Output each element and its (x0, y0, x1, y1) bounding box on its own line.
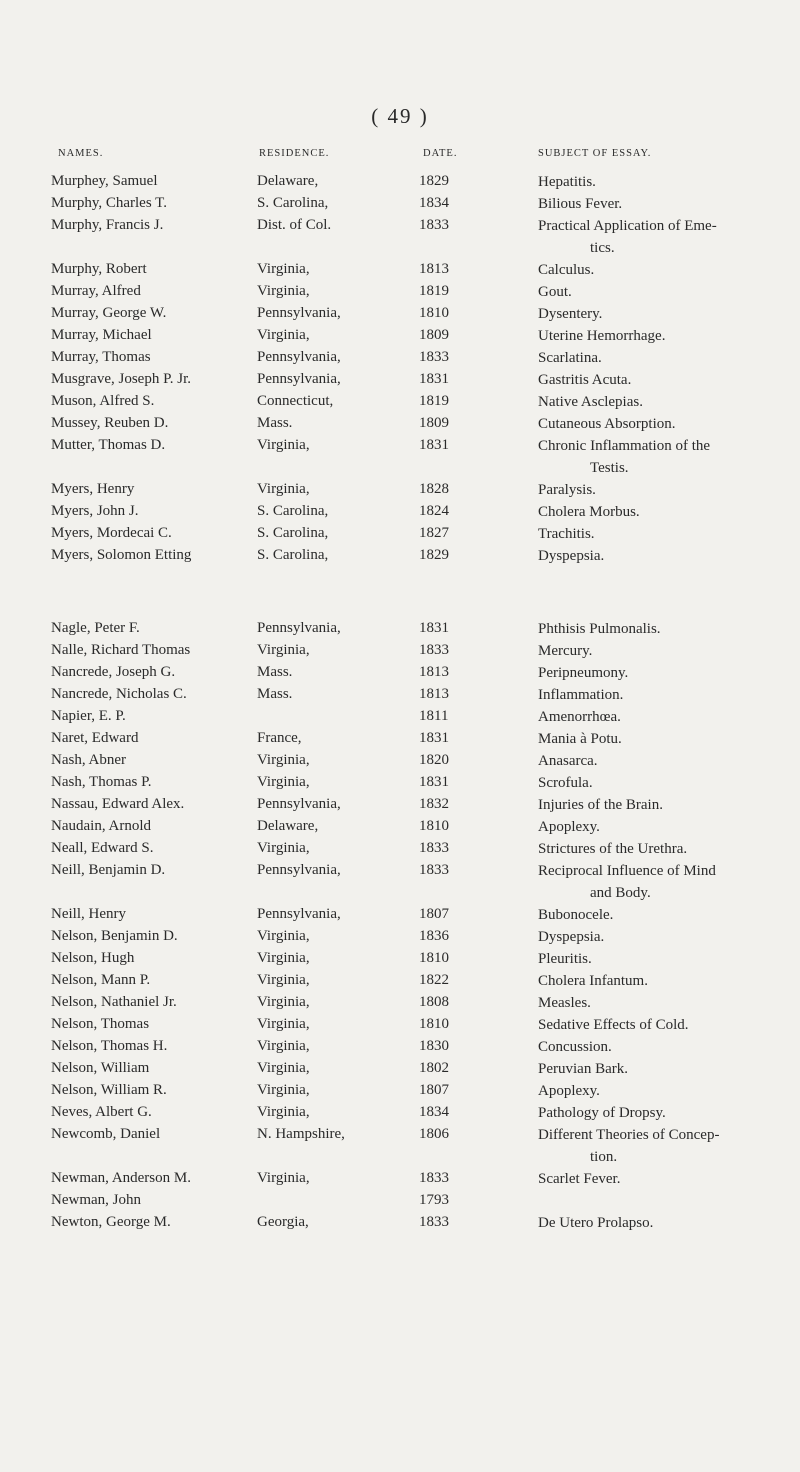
table-row (0, 501, 800, 523)
entry-subject-text: Pathology of Dropsy. (538, 1105, 666, 1121)
entry-subject-text: Chronic Inflammation of the (538, 438, 711, 454)
entry-residence: Virginia, (257, 283, 310, 299)
entry-subject (538, 413, 788, 435)
table-row (0, 1058, 800, 1080)
entry-name: Newton, George M. (51, 1214, 171, 1230)
entry-subject (538, 948, 788, 970)
entry-name: Myers, John J. (51, 503, 139, 519)
entry-date: 1809 (419, 415, 449, 431)
table-row (0, 281, 800, 303)
table-row (0, 926, 800, 948)
entry-date: 1833 (419, 1170, 449, 1186)
entry-name: Nagle, Peter F. (51, 620, 140, 636)
entry-residence: Delaware, (257, 173, 319, 189)
entry-residence: S. Carolina, (257, 195, 329, 211)
entry-subject (538, 728, 788, 750)
entry-subject-text: Concussion. (538, 1039, 612, 1055)
entry-residence: Virginia, (257, 1170, 310, 1186)
table-row (0, 545, 800, 567)
entry-residence: Georgia, (257, 1214, 309, 1230)
entry-subject-text: Peripneumony. (538, 665, 629, 681)
entry-residence: Mass. (257, 664, 293, 680)
entry-subject-text: Amenorrhœa. (538, 709, 621, 725)
table-row (0, 838, 800, 860)
entry-subject-continuation: and Body. (590, 885, 651, 901)
entry-subject (538, 684, 788, 706)
entry-subject (538, 926, 788, 948)
entry-subject (538, 1168, 788, 1190)
entry-subject-text: Dysentery. (538, 306, 603, 322)
header-residence: RESIDENCE. (259, 148, 330, 159)
entry-date: 1806 (419, 1126, 449, 1142)
entry-subject-text: Mercury. (538, 643, 593, 659)
entry-subject-text: Phthisis Pulmonalis. (538, 621, 661, 637)
entry-subject-text: Bilious Fever. (538, 196, 623, 212)
entry-subject (538, 1102, 788, 1124)
entry-subject (538, 1014, 788, 1036)
table-row (0, 1212, 800, 1234)
entry-residence: S. Carolina, (257, 503, 329, 519)
entry-residence: Virginia, (257, 327, 310, 343)
entry-date: 1810 (419, 950, 449, 966)
table-row (0, 706, 800, 728)
entry-date: 1827 (419, 525, 449, 541)
table-row (0, 816, 800, 838)
entry-date: 1813 (419, 261, 449, 277)
entry-date: 1831 (419, 730, 449, 746)
table-row (0, 662, 800, 684)
table-row (0, 684, 800, 706)
header-subject: SUBJECT OF ESSAY. (538, 148, 652, 159)
entry-name: Neall, Edward S. (51, 840, 154, 856)
entry-subject (538, 992, 788, 1014)
entry-date: 1813 (419, 686, 449, 702)
entry-subject (538, 259, 788, 281)
entry-subject-continuation: Testis. (590, 460, 629, 476)
entry-name: Murphy, Charles T. (51, 195, 167, 211)
table-row (0, 193, 800, 215)
entry-subject (538, 838, 788, 860)
entry-date: 1833 (419, 642, 449, 658)
entry-name: Napier, E. P. (51, 708, 126, 724)
entry-date: 1829 (419, 547, 449, 563)
entry-residence: S. Carolina, (257, 547, 329, 563)
entry-residence: Virginia, (257, 437, 310, 453)
entry-subject (538, 904, 788, 926)
entry-subject (538, 794, 788, 816)
entry-residence: Pennsylvania, (257, 906, 341, 922)
entry-subject-text: Native Asclepias. (538, 394, 643, 410)
entry-subject-text: Scarlatina. (538, 350, 602, 366)
entry-date: 1808 (419, 994, 449, 1010)
entry-date: 1831 (419, 437, 449, 453)
entry-subject-text: Gastritis Acuta. (538, 372, 632, 388)
entry-subject (538, 171, 788, 193)
table-section-m (0, 171, 800, 567)
entry-residence: France, (257, 730, 302, 746)
entry-name: Newman, John (51, 1192, 141, 1208)
entry-subject-text: Uterine Hemorrhage. (538, 328, 666, 344)
table-row (0, 992, 800, 1014)
table-row (0, 347, 800, 369)
entry-name: Nelson, Nathaniel Jr. (51, 994, 177, 1010)
entry-residence: Delaware, (257, 818, 319, 834)
table-row (0, 618, 800, 640)
table-row (0, 479, 800, 501)
entry-residence: Virginia, (257, 1016, 310, 1032)
table-row (0, 794, 800, 816)
entry-subject-text: Dyspepsia. (538, 548, 605, 564)
header-date: DATE. (423, 148, 458, 159)
column-headers (0, 148, 800, 164)
entry-subject-text: Inflammation. (538, 687, 624, 703)
entry-name: Naudain, Arnold (51, 818, 151, 834)
entry-name: Neill, Benjamin D. (51, 862, 166, 878)
entry-subject-text: Pleuritis. (538, 951, 592, 967)
entry-subject-text: Cholera Infantum. (538, 973, 648, 989)
entry-date: 1833 (419, 1214, 449, 1230)
entry-residence: Virginia, (257, 928, 310, 944)
table-row (0, 303, 800, 325)
entry-residence: Virginia, (257, 994, 310, 1010)
entry-name: Nelson, Thomas (51, 1016, 150, 1032)
entry-residence: Virginia, (257, 481, 310, 497)
entry-date: 1829 (419, 173, 449, 189)
entry-name: Nancrede, Joseph G. (51, 664, 176, 680)
entry-subject-text: Strictures of the Urethra. (538, 841, 688, 857)
entry-name: Nelson, Thomas H. (51, 1038, 168, 1054)
entry-residence: Pennsylvania, (257, 862, 341, 878)
entry-date: 1824 (419, 503, 449, 519)
entry-subject (538, 479, 788, 501)
entry-subject-text: Cutaneous Absorption. (538, 416, 676, 432)
entry-name: Nelson, Benjamin D. (51, 928, 178, 944)
entry-subject (538, 391, 788, 413)
entry-name: Nelson, Mann P. (51, 972, 151, 988)
entry-subject-text: Cholera Morbus. (538, 504, 640, 520)
entry-subject-text: Scrofula. (538, 775, 593, 791)
entry-date: 1810 (419, 1016, 449, 1032)
table-row (0, 640, 800, 662)
entry-date: 1833 (419, 862, 449, 878)
table-row (0, 904, 800, 926)
entry-subject (538, 369, 788, 391)
entry-subject-text: Injuries of the Brain. (538, 797, 663, 813)
entry-residence: Virginia, (257, 950, 310, 966)
entry-residence: Virginia, (257, 642, 310, 658)
entry-subject (538, 303, 788, 325)
entry-date: 1834 (419, 1104, 449, 1120)
entry-name: Nelson, Hugh (51, 950, 135, 966)
table-row (0, 860, 800, 904)
entry-subject (538, 1036, 788, 1058)
entry-date: 1809 (419, 327, 449, 343)
entry-residence: N. Hampshire, (257, 1126, 345, 1142)
entry-subject-text: Mania à Potu. (538, 731, 622, 747)
entry-subject-text: Anasarca. (538, 753, 598, 769)
entry-subject (538, 215, 788, 259)
entry-subject (538, 325, 788, 347)
entry-residence: Mass. (257, 415, 293, 431)
table-row (0, 435, 800, 479)
entry-residence: Virginia, (257, 1038, 310, 1054)
entry-residence: Virginia, (257, 752, 310, 768)
entry-subject (538, 193, 788, 215)
entry-subject (538, 281, 788, 303)
entry-subject (538, 1212, 788, 1234)
entry-subject (538, 662, 788, 684)
entry-subject-text: Calculus. (538, 262, 595, 278)
header-names: NAMES. (58, 148, 104, 159)
entry-name: Myers, Mordecai C. (51, 525, 172, 541)
entry-residence: Mass. (257, 686, 293, 702)
entry-residence: Dist. of Col. (257, 217, 332, 233)
entry-date: 1832 (419, 796, 449, 812)
entry-name: Newman, Anderson M. (51, 1170, 191, 1186)
entry-name: Newcomb, Daniel (51, 1126, 161, 1142)
entry-subject-text: Gout. (538, 284, 572, 300)
entry-residence: S. Carolina, (257, 525, 329, 541)
entry-subject (538, 545, 788, 567)
entry-subject-text: Bubonocele. (538, 907, 614, 923)
entry-name: Muson, Alfred S. (51, 393, 155, 409)
entry-subject (538, 501, 788, 523)
entry-name: Nash, Abner (51, 752, 126, 768)
entry-name: Mussey, Reuben D. (51, 415, 169, 431)
entry-name: Murphy, Francis J. (51, 217, 164, 233)
entry-subject-text: Hepatitis. (538, 174, 596, 190)
entry-name: Murray, George W. (51, 305, 167, 321)
entry-date: 1819 (419, 393, 449, 409)
entry-subject (538, 1080, 788, 1102)
table-row (0, 413, 800, 435)
table-row (0, 1036, 800, 1058)
entry-date: 1822 (419, 972, 449, 988)
entry-name: Musgrave, Joseph P. Jr. (51, 371, 192, 387)
page-number: ( 49 ) (371, 104, 429, 128)
entry-name: Neill, Henry (51, 906, 126, 922)
entry-date: 1831 (419, 371, 449, 387)
entry-date: 1807 (419, 1082, 449, 1098)
entry-residence: Virginia, (257, 1082, 310, 1098)
table-row (0, 728, 800, 750)
entry-subject-continuation: tics. (590, 240, 615, 256)
entry-name: Nash, Thomas P. (51, 774, 152, 790)
entry-residence: Virginia, (257, 972, 310, 988)
table-row (0, 1190, 800, 1212)
entry-subject-text: Paralysis. (538, 482, 596, 498)
entry-subject (538, 640, 788, 662)
table-row (0, 1014, 800, 1036)
table-row (0, 171, 800, 193)
entry-name: Nelson, William R. (51, 1082, 167, 1098)
entry-subject (538, 772, 788, 794)
entry-subject-text: Scarlet Fever. (538, 1171, 621, 1187)
entry-date: 1811 (419, 708, 449, 724)
entry-date: 1810 (419, 305, 449, 321)
entry-date: 1830 (419, 1038, 449, 1054)
table-row (0, 948, 800, 970)
entry-subject-text: Sedative Effects of Cold. (538, 1017, 689, 1033)
entry-date: 1831 (419, 620, 449, 636)
entry-date: 1836 (419, 928, 449, 944)
entry-name: Murphy, Robert (51, 261, 147, 277)
entry-date: 1819 (419, 283, 449, 299)
entry-subject (538, 1124, 788, 1168)
entry-subject (538, 523, 788, 545)
entry-subject-text: Peruvian Bark. (538, 1061, 628, 1077)
entry-name: Murray, Michael (51, 327, 152, 343)
table-row (0, 772, 800, 794)
entry-residence: Pennsylvania, (257, 305, 341, 321)
entry-subject (538, 970, 788, 992)
entry-subject-text: Reciprocal Influence of Mind (538, 863, 716, 879)
table-row (0, 1080, 800, 1102)
entry-subject-text: De Utero Prolapso. (538, 1215, 654, 1231)
table-row (0, 369, 800, 391)
table-row (0, 523, 800, 545)
entry-name: Nancrede, Nicholas C. (51, 686, 187, 702)
entry-subject-text: Trachitis. (538, 526, 595, 542)
entry-date: 1810 (419, 818, 449, 834)
entry-residence: Virginia, (257, 840, 310, 856)
entry-residence: Virginia, (257, 1104, 310, 1120)
entry-date: 1831 (419, 774, 449, 790)
table-row (0, 325, 800, 347)
entry-name: Mutter, Thomas D. (51, 437, 166, 453)
entry-subject-text: Practical Application of Eme- (538, 218, 717, 234)
entry-residence: Virginia, (257, 1060, 310, 1076)
entry-date: 1807 (419, 906, 449, 922)
table-row (0, 391, 800, 413)
entry-name: Naret, Edward (51, 730, 139, 746)
entry-name: Myers, Solomon Etting (51, 547, 192, 563)
table-section-n (0, 618, 800, 1234)
entry-subject-text: Measles. (538, 995, 591, 1011)
entry-residence: Pennsylvania, (257, 371, 341, 387)
entry-residence: Pennsylvania, (257, 796, 341, 812)
table-row (0, 750, 800, 772)
entry-date: 1813 (419, 664, 449, 680)
entry-name: Neves, Albert G. (51, 1104, 152, 1120)
table-row (0, 970, 800, 992)
entry-subject (538, 618, 788, 640)
table-row (0, 1102, 800, 1124)
entry-name: Murray, Thomas (51, 349, 151, 365)
entry-name: Murphey, Samuel (51, 173, 158, 189)
entry-date: 1834 (419, 195, 449, 211)
entry-residence: Virginia, (257, 774, 310, 790)
entry-subject (538, 706, 788, 728)
entry-date: 1820 (419, 752, 449, 768)
entry-subject (538, 750, 788, 772)
entry-residence: Connecticut, (257, 393, 334, 409)
entry-name: Nassau, Edward Alex. (51, 796, 185, 812)
entry-date: 1833 (419, 217, 449, 233)
entry-subject-text: Dyspepsia. (538, 929, 605, 945)
entry-name: Murray, Alfred (51, 283, 141, 299)
entry-subject (538, 435, 788, 479)
entry-subject-continuation: tion. (590, 1149, 618, 1165)
entry-subject (538, 816, 788, 838)
entry-subject-text: Apoplexy. (538, 1083, 600, 1099)
entry-residence: Pennsylvania, (257, 349, 341, 365)
entry-name: Nalle, Richard Thomas (51, 642, 191, 658)
entry-date: 1833 (419, 840, 449, 856)
entry-subject (538, 1058, 788, 1080)
table-row (0, 1168, 800, 1190)
entry-residence: Virginia, (257, 261, 310, 277)
entry-subject-text: Different Theories of Concep- (538, 1127, 720, 1143)
table-row (0, 259, 800, 281)
entry-subject (538, 347, 788, 369)
entry-date: 1828 (419, 481, 449, 497)
entry-subject-text: Apoplexy. (538, 819, 600, 835)
entry-residence: Pennsylvania, (257, 620, 341, 636)
entry-date: 1833 (419, 349, 449, 365)
entry-date: 1793 (419, 1192, 449, 1208)
table-row (0, 215, 800, 259)
entry-subject (538, 860, 788, 904)
table-row (0, 1124, 800, 1168)
entry-name: Myers, Henry (51, 481, 135, 497)
entry-name: Nelson, William (51, 1060, 150, 1076)
entry-date: 1802 (419, 1060, 449, 1076)
